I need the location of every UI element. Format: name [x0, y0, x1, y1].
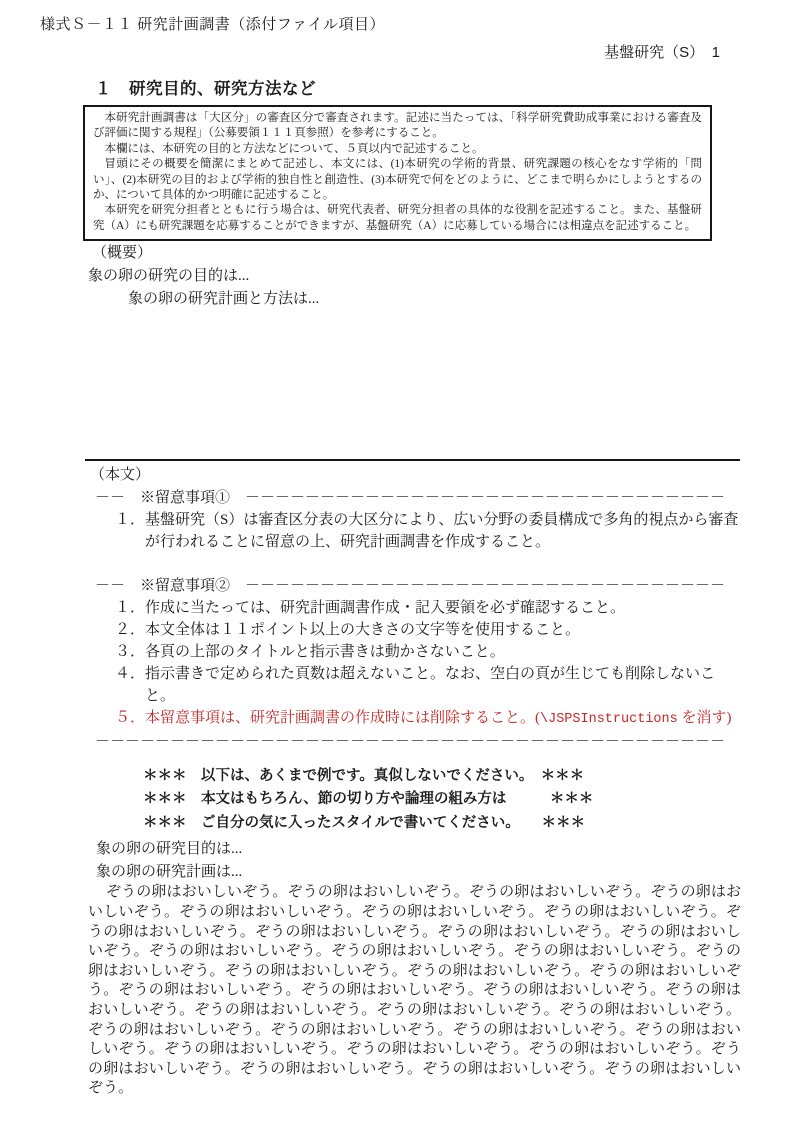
main-text-section — [88, 463, 741, 1099]
instruction-paragraph: 冒頭にその概要を簡潔にまとめて記述し、本文には、(1)本研究の学術的背景、研究課題の核心をなす学術的「問い」、(2)本研究の目的および学術的独自性と創造性、(3)本研究で何をどのように、どこまで明らかにしようとするのか、について具体的かつ明確に記述すること。 — [93, 158, 702, 202]
overview-purpose-line: 象の卵の研究の目的は... — [88, 268, 250, 284]
note2-item-3: ３．各頁の上部のタイトルと指示書きは動かさないこと。 — [115, 644, 505, 660]
note2-item-5-text: ５．本留意事項は、研究計画調書の作成時には削除すること。( — [115, 710, 540, 726]
latex-command-text: \JSPSInstructions — [540, 712, 678, 727]
note2-item-5-tail: を消す) — [677, 710, 732, 726]
overview-heading: （概要） — [92, 245, 153, 261]
note1-item-1: １．基盤研究（S）は審査区分表の大区分により、広い分野の委員構成で多角的視点から審査が行われることに留意の上、研究計画調書を作成すること。 — [115, 512, 739, 550]
instruction-paragraph: 本研究計画調書は「大区分」の審査区分で審査されます。記述に当たっては、「科学研究費助成事業における審査及び評価に関する規程」（公募要領１１１頁参照）を参考にすること。 — [93, 112, 702, 140]
note2-item-2: ２．本文全体は１１ポイント以上の大きさの文字等を使用すること。 — [115, 622, 581, 638]
note-header-2: －－ ※留意事項② －－－－－－－－－－－－－－－－－－－－－－－－－－－－－－－－ — [95, 578, 726, 594]
section-divider — [85, 459, 740, 461]
banner-line-2: ＊＊＊ 本文はもちろん、節の切り方や論理の組み方は ＊＊＊ — [143, 791, 594, 808]
instruction-paragraph: 本欄には、本研究の目的と方法などについて、５頁以内で記述すること。 — [104, 142, 484, 155]
banner-line-1: ＊＊＊ 以下は、あくまで例です。真似しないでください。 ＊＊＊ — [143, 768, 585, 784]
example-body-paragraph: ぞうの卵はおいしいぞう。ぞうの卵はおいしいぞう。ぞうの卵はおいしいぞう。ぞうの卵はおいしいぞう。ぞうの卵はおいしいぞう。ぞうの卵はおいしいぞう。ぞうの卵はおいしいぞう。ぞうの卵はおいしいぞう。ぞうの卵はおいしいぞう。ぞうの卵はおいしいぞう。ぞうの卵はおいしいぞう。ぞうの卵はおいしいぞう。ぞうの卵はおいしいぞう。ぞうの卵はおいしいぞう。ぞうの卵はおいしいぞう。ぞうの卵はおいしいぞう。ぞうの卵はおいしいぞう。ぞうの卵はおいしいぞう。ぞうの卵はおいしいぞう。ぞうの卵はおいしいぞう。ぞうの卵はおいしいぞう。ぞうの卵はおいしいぞう。ぞうの卵はおいしいぞう。ぞうの卵はおいしいぞう。ぞうの卵はおいしいぞう。ぞうの卵はおいしいぞう。ぞうの卵はおいしいぞう。ぞうの卵はおいしいぞう。ぞうの卵はおいしいぞう。ぞうの卵はおいしいぞう。ぞうの卵はおいしいぞう。ぞうの卵はおいしいぞう。ぞうの卵はおいしいぞう。ぞうの卵はおいしいぞう。ぞうの卵はおいしいぞう。ぞうの卵はおいしいぞう。 — [88, 884, 741, 1097]
notes-closing-dash-line: －－－－－－－－－－－－－－－－－－－－－－－－－－－－－－－－－－－－－－－－－－ — [95, 734, 726, 750]
example-plan-line: 象の卵の研究計画は... — [96, 863, 243, 880]
main-heading: （本文） — [90, 467, 151, 483]
section-title: １ 研究目的、研究方法など — [95, 80, 316, 98]
banner-line-3: ＊＊＊ ご自分の気に入ったスタイルで書いてください。 ＊＊＊ — [143, 814, 585, 831]
overview-plan-line: 象の卵の研究計画と方法は... — [128, 291, 320, 307]
note2-item-4: ４．指示書きで定められた頁数は超えないこと。なお、空白の頁が生じても削除しないこと。 — [115, 666, 716, 704]
example-purpose-line: 象の卵の研究目的は... — [96, 841, 243, 858]
form-number-label: 様式Ｓ－１１ 研究計画調書（添付ファイル項目） — [40, 17, 385, 33]
grant-category-page-label: 基盤研究（S） 1 — [604, 44, 720, 61]
example-warning-banner — [143, 765, 741, 835]
note2-item-5-delete-warning — [115, 707, 741, 731]
instruction-paragraph: 本研究を研究分担者とともに行う場合は、研究代表者、研究分担者の具体的な役割を記述すること。また、基盤研究（A）にも研究課題を応募することができますが、基盤研究（A）に応募している場合には相違点を記述すること。 — [93, 204, 702, 232]
note2-item-1: １．作成に当たっては、研究計画調書作成・記入要領を必ず確認すること。 — [115, 600, 626, 616]
overview-section — [88, 242, 741, 311]
instruction-box — [83, 105, 712, 241]
note-header-1: －－ ※留意事項① －－－－－－－－－－－－－－－－－－－－－－－－－－－－－－－－ — [95, 490, 726, 506]
